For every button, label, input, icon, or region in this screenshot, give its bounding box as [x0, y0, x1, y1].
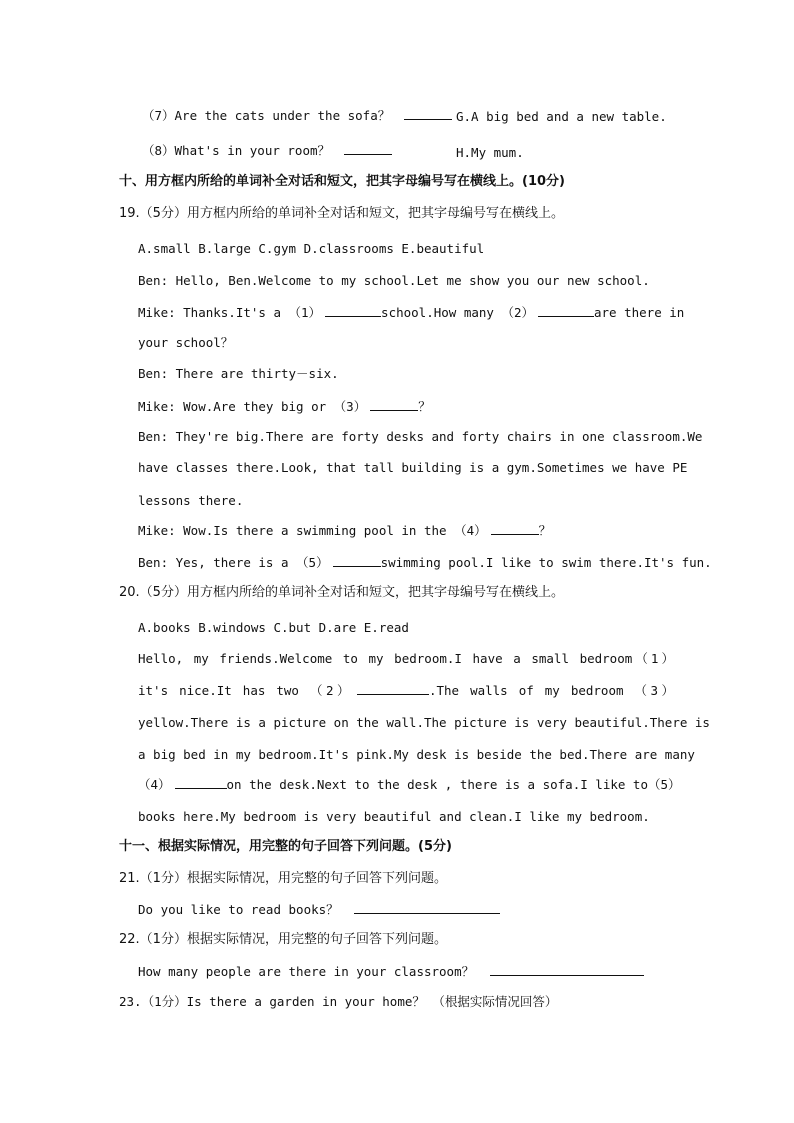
q19-line-2-part-c: are there in: [593, 305, 685, 320]
q20-stem: 20.（5分）用方框内所给的单词补全对话和短文，把其字母编号写在横线上。: [119, 585, 564, 600]
q22-row: [138, 963, 644, 980]
q21-question: Do you like to read books？: [138, 902, 339, 917]
q19-blank-2[interactable]: [538, 304, 594, 317]
q8-text: （8）What's in your room？: [142, 143, 331, 158]
q8-row: [142, 142, 392, 159]
q7-option: G.A big bed and a new table.: [456, 109, 667, 124]
q20-blank-2[interactable]: [357, 682, 429, 695]
q20-line-2: [138, 682, 674, 699]
q7-row: [142, 107, 452, 124]
q19-line-2-part-b: school.How many （2）: [381, 305, 534, 320]
q8-option: H.My mum.: [456, 145, 524, 160]
q7-text: （7）Are the cats under the sofa？: [142, 108, 391, 123]
q22-answer-blank[interactable]: [490, 963, 644, 976]
q8-answer-blank[interactable]: [344, 142, 392, 155]
q19-stem: 19.（5分）用方框内所给的单词补全对话和短文，把其字母编号写在横线上。: [119, 206, 564, 221]
q22-stem: 22.（1分）根据实际情况，用完整的句子回答下列问题。: [119, 932, 447, 947]
q20-line-2-part-b: .The walls of my bedroom （3）: [428, 683, 674, 698]
q21-stem: 21.（1分）根据实际情况，用完整的句子回答下列问题。: [119, 871, 447, 886]
q19-blank-1[interactable]: [325, 304, 381, 317]
q19-line-8: lessons there.: [138, 493, 244, 508]
q20-options: A.books B.windows C.but D.are E.read: [138, 620, 409, 635]
q20-line-3: yellow.There is a picture on the wall.The picture is very beautiful.There is: [138, 715, 710, 730]
q22-question: How many people are there in your classroom？: [138, 964, 475, 979]
q20-line-5: [138, 776, 681, 793]
q20-blank-4[interactable]: [175, 776, 227, 789]
q20-line-5-part-b: on the desk.Next to the desk , there is a sofa.I like to（5）: [226, 777, 681, 792]
q19-line-10-part-b: swimming pool.I like to swim there.It's fun.: [380, 555, 712, 570]
section-10-heading: 十、用方框内所给的单词补全对话和短文，把其字母编号写在横线上。(10分): [119, 174, 565, 189]
q21-row: [138, 901, 500, 918]
q19-line-10: [138, 554, 712, 571]
q19-line-5: [138, 398, 431, 415]
q19-options: A.small B.large C.gym D.classrooms E.beautiful: [138, 241, 485, 256]
q19-line-4: Ben: There are thirty－six.: [138, 366, 339, 381]
q19-blank-3[interactable]: [370, 398, 418, 411]
q19-line-9-part-a: Mike: Wow.Is there a swimming pool in the （4）: [138, 523, 487, 538]
q20-line-6: books here.My bedroom is very beautiful and clean.I like my bedroom.: [138, 809, 650, 824]
q19-blank-5[interactable]: [333, 554, 381, 567]
q19-line-2: [138, 304, 685, 321]
q19-line-7: have classes there.Look, that tall building is a gym.Sometimes we have PE: [138, 460, 688, 475]
q19-line-5-part-a: Mike: Wow.Are they big or （3）: [138, 399, 367, 414]
q19-line-5-part-b: ？: [418, 399, 431, 414]
q20-line-4: a big bed in my bedroom.It's pink.My desk is beside the bed.There are many: [138, 747, 695, 762]
q19-line-9-part-b: ？: [538, 523, 552, 538]
q19-line-3: your school？: [138, 335, 234, 350]
section-11-heading: 十一、根据实际情况，用完整的句子回答下列问题。(5分): [119, 839, 452, 854]
q19-blank-4[interactable]: [491, 522, 539, 535]
q23-text: 23.（1分）Is there a garden in your home？ （根据实际情况回答）: [119, 994, 558, 1009]
q19-line-1: Ben: Hello, Ben.Welcome to my school.Let me show you our new school.: [138, 273, 650, 288]
q19-line-2-part-a: Mike: Thanks.It's a （1）: [138, 305, 322, 320]
q21-answer-blank[interactable]: [354, 901, 500, 914]
q19-line-6: Ben: They're big.There are forty desks and forty chairs in one classroom.We: [138, 429, 703, 444]
q20-line-2-part-a: it's nice.It has two （2）: [138, 683, 353, 698]
q20-line-5-part-a: （4）: [138, 777, 171, 792]
q20-line-1: Hello, my friends.Welcome to my bedroom.I have a small bedroom（1）: [138, 651, 674, 666]
q19-line-10-part-a: Ben: Yes, there is a （5）: [138, 555, 329, 570]
q19-line-9: [138, 522, 551, 539]
q7-answer-blank[interactable]: [404, 107, 452, 120]
